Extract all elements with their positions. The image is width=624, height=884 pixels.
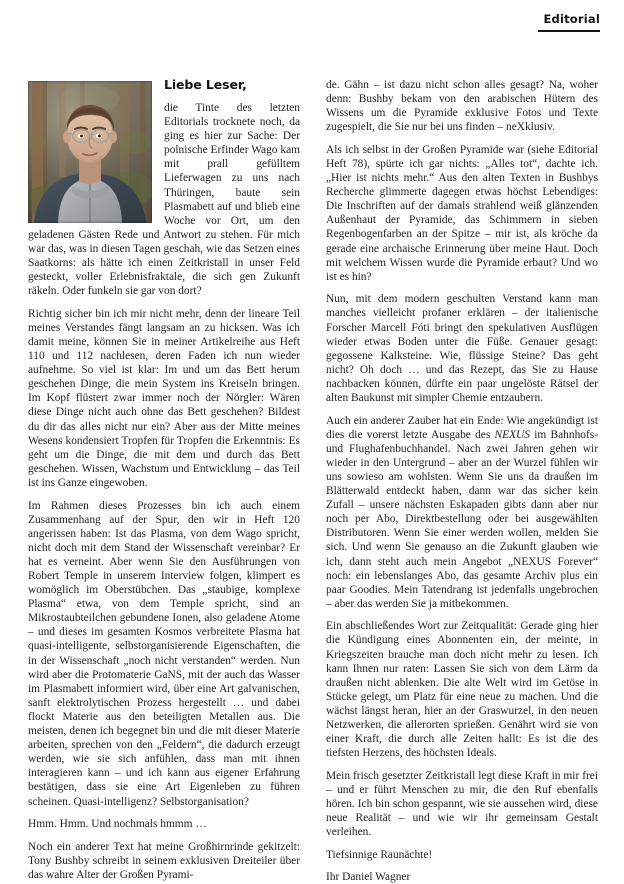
running-head-rule	[538, 30, 600, 32]
paragraph-right-3: Nun, mit dem modern geschulten Verstand kann man manches vielleicht profaner erklären – der italienische Forscher Marcell Fóti bringt den spekulativen Ausflügen wieder etwas Boden unter die Füße. Genauer gesagt: gegossene Kalksteine. Wie, flüssige Steine? Das geht nicht? Oh doch … und das Rezept, das Sie zu Hause nachbacken können, dürfte ein paar ungelöste Rätsel der alten Baukunst mit simpler Chemie entzaubern.	[326, 293, 598, 404]
text-column-left	[28, 77, 300, 881]
nexus-text-before: Auch ein anderer Zauber hat ein Ende: Wie angekündigt ist dies die vorerst letzte Ausgabe des	[326, 414, 598, 441]
portrait-illustration	[28, 81, 152, 223]
paragraph-right-5: Mein frisch gesetzter Zeitkristall legt diese Kraft in mir frei – und er führt Menschen zu mir, die den Ruf ebenfalls hören. Ich bin schon gespannt, wie sie aussehen wird, diese neue Realität – und wie wir ihr gemeinsam Gestalt verleihen.	[326, 769, 598, 839]
paragraph-right-4: Ein abschließendes Wort zur Zeitqualität: Gerade ging hier die Kündigung eines Abonnenten ein, der meinte, in Kriegszeiten brauche man doch nicht mehr zu lesen. Ich kann Ihnen nur raten: Lassen Sie sich von dem Lärm da draußen nicht ablenken. Die alte Welt wird im Getöse in Stücke gelegt, um Platz für eine neue zu machen. Und die wächst längst heran, hier an der Graswurzel, in den neuen Netzwerken, die allerorten sprießen. Genährt wird sie von einer Kraft, die durch alle Zeiten hallt: Es ist die des tiefsten Herzens, des höchsten Ideals.	[326, 620, 598, 760]
headline-dear-reader: Liebe Leser,	[164, 77, 247, 92]
paragraph-left-5: Noch ein anderer Text hat meine Großhirnrinde gekitzelt: Tony Bushby schreibt in seinem exklusiven Dreiteiler über das wahre Alter der Großen Pyrami-	[28, 840, 300, 881]
paragraph-left-3: Im Rahmen dieses Prozesses bin ich auch einem Zusammenhang auf der Spur, den wir in Heft 120 angerissen haben: Ist das Plasma, von dem Wago spricht, nicht doch mit dem Stand der Wissenschaft vereinbar? Er hat es verneint. Aber wenn Sie den Ausführungen von Robert Temple in unserem Interview folgen, klimpert es womöglich im Oberstübchen. Das „staubige, komplexe Plasma“ etwa, von dem Temple spricht, sind an Mikrostaubteilchen gebundene Ionen, also geladene Atome – und dieses im gesamten Kosmos verbreitete Plasma hat quasi-intelligente, selbstorganisierende Eigenschaften, die in der Wissenschaft „noch nicht verstanden“ werden. Nun wird aber die Protomaterie GaNS, mit der auch das Wasser im Plasmabett informiert wird, über eine Art galvanischen, sanft elektrolytischen Prozess hergestellt … und dabei flockt Materie aus den beteiligten Metallen aus. Die meisten, denen ich begegnet bin und die mit dieser Materie arbeiten, sprechen von den „Feldern“, die dadurch erzeugt werden, wie sie sich anfühlen, dass man mit ihnen interagieren kann – und ich kann aus eigener Erfahrung bestätigen, dass sie eine Art Eigenleben zu führen scheinen. Quasi-intelligenz? Selbstorganisation?	[28, 499, 300, 808]
paragraph-right-1: de. Gähn – ist dazu nicht schon alles gesagt? Na, woher denn: Bushby bekam von den arabischen Hütern des Wissens um die Pyramide exklusive Fotos und Texte zugespielt, die Sie nur bei uns finden – neXklusiv.	[326, 79, 598, 134]
page-title: Editorial	[543, 12, 600, 26]
text-column-right	[326, 78, 598, 884]
paragraph-left-2: Richtig sicher bin ich mir nicht mehr, denn der lineare Teil meines Verstandes fängt langsam an zu hicksen. Was ich damit meine, können Sie in meiner Artikelreihe aus Heft 110 und 112 nachlesen, deren Faden ich nun wieder aufnehme. So viel ist klar: Im und um das Bett herum geschehen Dinge, die mein System ins Kreiseln bringen. Im Kopf flüstert zwar immer noch der Nörgler: Wären diese Dinge nicht auch ohne das Bett geschehen? Bildest du dir das alles nicht nur ein? Aber aus der Mitte meines Wesens kondensiert Tropfen für Tropfen die Erkenntnis: Es geht um die Dinge, die mit dem und durch das Bett geschehen. Wissen, Wachstum und Entwicklung – das Teil ist ins Ganze eingewoben.	[28, 307, 300, 489]
signature-line: Ihr Daniel Wagner	[326, 871, 411, 884]
running-head	[400, 10, 600, 32]
nexus-magazine-title: NEXUS	[494, 428, 530, 441]
editorial-page-body	[28, 77, 598, 884]
paragraph-left-4: Hmm. Hmm. Und nochmals hmmm …	[28, 818, 207, 831]
editor-portrait-photo	[28, 81, 152, 223]
paragraph-right-2: Als ich selbst in der Großen Pyramide war (siehe Editorial Heft 78), spürte ich gar nichts: „Alles tot“, dachte ich. „Hier ist nichts mehr.“ Aus den alten Texten in Bushbys Recherche glimmerte dagegen etwas höchst Lebendiges: Die Inschriften auf der damals strahlend weiß glänzenden Außenhaut der Pyramide, das Schimmern in sieben Regenbogenfarben an der Spitze – mir ist, als kröche da gerade eine archaische Erinnerung über meine Haut. Doch mit welchem Wissen wurde die Pyramide erbaut? Und wo ist es hin?	[326, 143, 598, 283]
nexus-text-after: im Bahnhofs- und Flughafenbuchhandel. Nach zwei Jahren gehen wir wieder in den Untergrund – aber an der Wurzel fühlen wir uns sowieso am wohlsten. Wenn Sie uns da draußen im Blätterwald entdeckt haben, dann war das sicher kein Zufall – unsere nächsten Eskapaden gibts dann aber nur noch per Abo, Direktbestellung oder bei ausgewählten Distributoren. Wenn Sie einer werden wollen, melden Sie sich. Und wenn Sie genauso an die Zukunft glauben wie ich, dann steht auch mein Angebot „NEXUS Forever“ noch: ein lebenslanges Abo, das gesamte Archiv plus ein paar Goodies. Mein Tatendrang ist jedenfalls ungebrochen – aber das werden Sie ja mitbekommen.	[326, 428, 598, 610]
closing-salutation: Tiefsinnige Raunächte!	[326, 848, 433, 861]
paragraph-left-1: die Tinte des letzten Editorials trocknete noch, da ging es hier zur Sache: Der polnische Erfinder Wago kam mit prall gefülltem Lieferwagen zu uns nach Thüringen, baute sein Plasmabett auf und blieb eine Woche vor Ort, um den geladenen Gästen Rede und Antwort zu stehen. Für mich war das, was in diesen Tagen geschah, wie das Setzen eines Saatkorns: als hätte ich einen Zeitkristall in unser Feld gesteckt, voller Erlebnisfraktale, die sich gen Zukunft räkeln. Oder funkeln sie gar von dort?	[28, 102, 300, 298]
paragraph-right-nexus	[326, 414, 598, 611]
